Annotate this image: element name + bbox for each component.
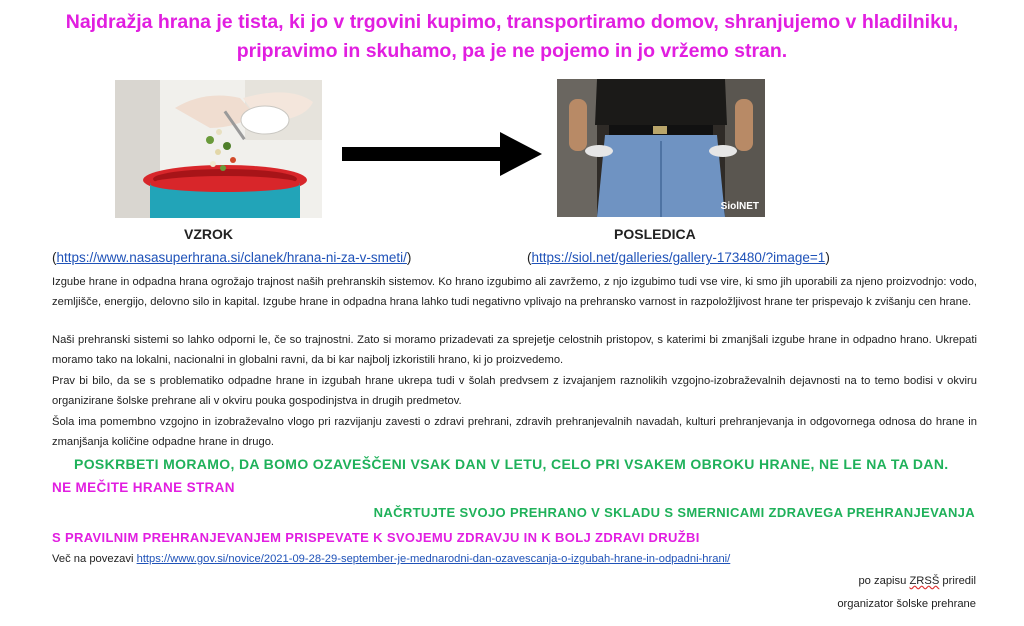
signature-org: ZRSŠ [909,575,940,587]
more-info-label: Več na povezavi [52,553,134,565]
cause-source-link[interactable]: https://www.nasasuperhrana.si/clanek/hrana-ni-za-v-smeti/ [56,250,407,265]
empty-pockets-photo [557,79,765,217]
paren-close: ) [825,250,830,265]
cause-caption: VZROK [184,226,233,242]
signature-suffix: priredil [942,575,976,587]
effect-source [527,250,830,265]
signature-line-2: organizator šolske prehrane [837,598,976,610]
more-info-link[interactable]: https://www.gov.si/novice/2021-09-28-29-september-je-mednarodni-dan-ozavescanja-o-izgubah-hrane-in-odpadni-hrani/ [136,553,731,565]
paragraph-schools: Prav bi bilo, da se s problematiko odpadne hrane in izgubah hrane ukrepa tudi v šolah predvsem z izvajanjem raznolikih vzgojno-izobraževalnih dejavnosti na to temo bodisi v okviru organizirane šolske prehrane ali v okviru pouka gospodinjstva in drugih predmetov. [52,375,977,407]
signature-prefix: po zapisu [858,575,907,587]
slogan-plan-diet: NAČRTUJTE SVOJO PREHRANO V SKLADU S SMERNICAMI ZDRAVEGA PREHRANJEVANJA [373,505,975,520]
siolnet-watermark: SiolNET [720,201,759,212]
right-arrow-icon [342,130,542,178]
paragraph-school-role: Šola ima pomembno vzgojno in izobraževalno vlogo pri razvijanju zavesti o zdravi prehrani, zdravih prehranjevalnih navadah, kulturi prehranjevanja in odgovornega odnosa do hrane in zmanjšanja količine odpadne hrane in drugo. [52,416,977,448]
paragraph-food-loss: Izgube hrane in odpadna hrana ogrožajo trajnost naših prehranskih sistemov. Ko hrano izgubimo ali zavržemo, z njo izgubimo tudi vse vire, ki smo jih uporabili za njeno proizvodnjo: vodo, zemljišče, energijo, delovno silo in kapital. Izgube hrane in odpadna hrana lahko tudi negativno vplivajo na prehransko varnost in razpoložljivost hrane ter prispevajo k zvišanju cen hrane. [52,276,977,308]
paren-close: ) [406,250,412,265]
empty-pockets-illustration [557,79,765,217]
slogan-awareness: POSKRBETI MORAMO, DA BOMO OZAVEŠČENI VSAK DAN V LETU, CELO PRI VSAKEM OBROKU HRANE, NE LE NA TA DAN. [74,456,949,472]
food-scraps-into-bin-illustration [115,80,322,218]
slogan-dont-waste: NE MEČITE HRANE STRAN [52,480,235,495]
paren-open: ( [52,250,57,265]
effect-source-link[interactable]: https://siol.net/galleries/gallery-173480/?image=1 [531,250,826,265]
paren-open: ( [527,250,532,265]
cause-source [52,250,411,265]
page-title: Najdražja hrana je tista, ki jo v trgovini kupimo, transportiramo domov, shranjujemo v hladilniku, pripravimo in skuhamo, pa je ne pojemo in jo vržemo stran. [65,11,959,62]
food-scraps-into-bin-photo [115,80,322,218]
effect-caption: POSLEDICA [614,226,696,242]
more-info [52,553,730,565]
slogan-healthy-society: S PRAVILNIM PREHRANJEVANJEM PRISPEVATE K SVOJEMU ZDRAVJU IN K BOLJ ZDRAVI DRUŽBI [52,530,700,545]
paragraph-sustainable-systems: Naši prehranski sistemi so lahko odporni le, če so trajnostni. Zato si moramo prizadevati za sprejetje celostnih pristopov, s katerimi bi zmanjšali izgube hrane in odpadno hrano. Ukrepati moramo tako na lokalni, nacionalni in globalni ravni, da bi kar najbolj izkoristili hrano, ki jo proizvedemo. [52,334,977,366]
signature-line-1 [858,575,976,587]
